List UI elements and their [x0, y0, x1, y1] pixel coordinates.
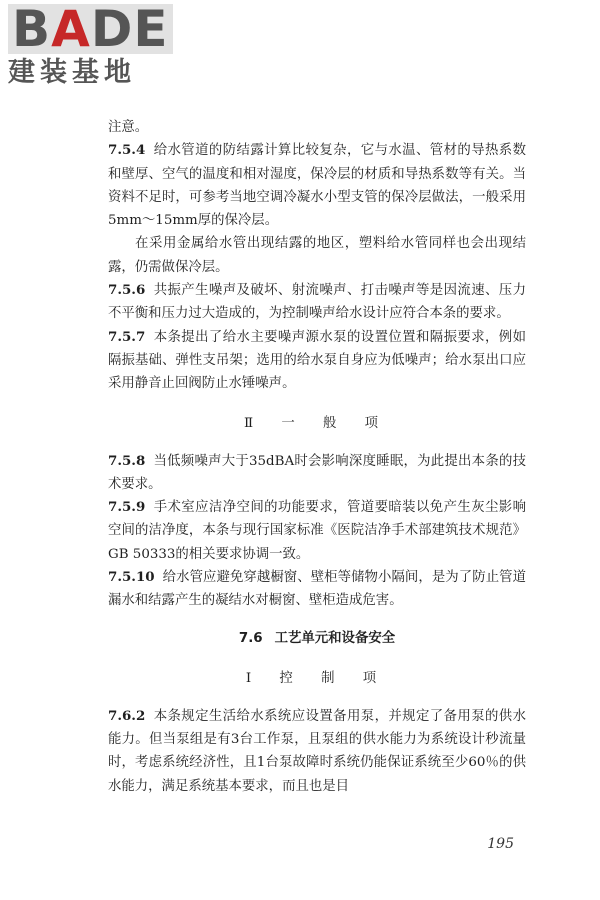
paragraph-7-5-8: 7.5.8 当低频噪声大于35dBA时会影响深度睡眠，为此提出本条的技术要求。 [108, 452, 526, 492]
paragraph: 在采用金属给水管出现结露的地区，塑料给水管同样也会出现结露，仍需做保冷层。 [108, 236, 526, 275]
paragraph-7-6-2: 7.6.2 本条规定生活给水系统应设置备用泵，并规定了备用泵的供水能力。但当泵组是有3台工作泵，且泵组的供水能力为系统设计秒流量时，考虑系统经济性，且1台泵故障时系统仍能保证系统至少60％的供水能力，满足系统基本要求，而且也是目 [108, 707, 526, 794]
logo-wordmark: BADE [8, 4, 173, 54]
page-number: 195 [487, 836, 514, 852]
paragraph: 注意。 [108, 120, 149, 135]
paragraph-7-5-6: 7.5.6 共振产生噪声及破坏、射流噪声、打击噪声等是因流速、压力不平衡和压力过大造成的，为控制噪声给水设计应符合本条的要求。 [108, 282, 526, 322]
logo-chinese-text: 建装基地 [8, 57, 136, 88]
bade-logo [8, 0, 178, 96]
paragraph-7-5-10: 7.5.10 给水管应避免穿越橱窗、壁柜等储物小隔间，是为了防止管道漏水和结露产生的凝结水对橱窗、壁柜造成危害。 [108, 569, 526, 609]
paragraph-7-5-9: 7.5.9 手术室应洁净空间的功能要求，管道要暗装以免产生灰尘影响空间的洁净度，本条与现行国家标准《医院洁净手术部建筑技术规范》GB 50333的相关要求协调一致。 [108, 499, 526, 562]
sub-heading-general-items: Ⅱ 一 般 项 [243, 415, 391, 431]
sub-heading-control-items: Ⅰ 控 制 项 [245, 670, 389, 686]
section-heading-7-6: 7.6 工艺单元和设备安全 [238, 630, 396, 646]
paragraph-7-5-4: 7.5.4 给水管道的防结露计算比较复杂，它与水温、管材的导热系数和壁厚、空气的温度和相对湿度，保冷层的材质和导热系数等有关。当资料不足时，可参考当地空调冷凝水小型支管的保冷层做法，一般采用5mm～15mm厚的保冷层。 [108, 142, 526, 229]
document-body [108, 116, 526, 798]
paragraph-7-5-7: 7.5.7 本条提出了给水主要噪声源水泵的设置位置和隔振要求，例如隔振基础、弹性支吊架；选用的给水泵自身应为低噪声；给水泵出口应采用静音止回阀防止水锤噪声。 [108, 328, 526, 392]
